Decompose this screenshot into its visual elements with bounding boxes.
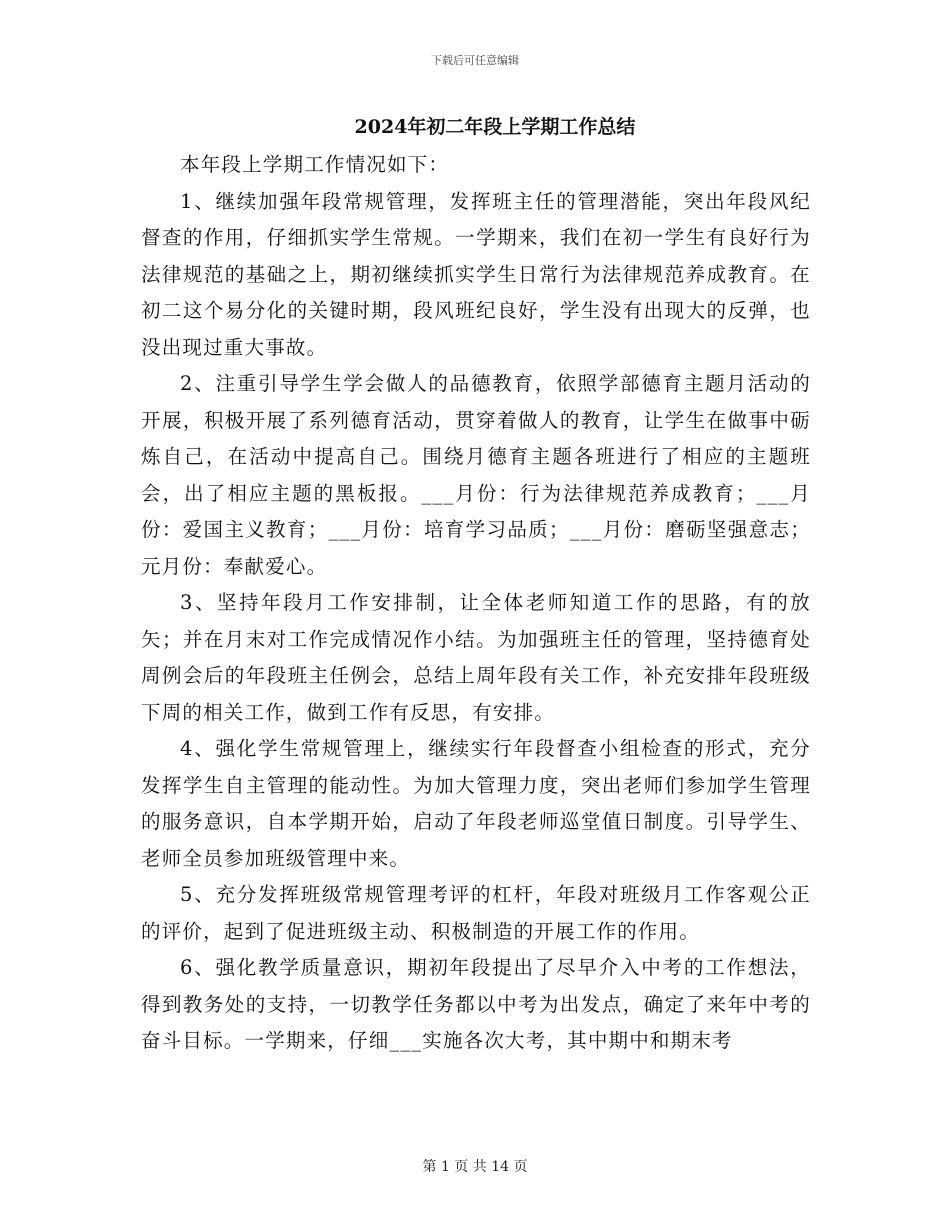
document-body [141,147,811,1060]
paragraph-intro: 本年段上学期工作情况如下： [180,153,450,176]
paragraph-item-3: 3、坚持年段月工作安排制，让全体老师知道工作的思路，有的放矢；并在月末对工作完成情况作小结。为加强班主任的管理，坚持德育处周例会后的年段班主任例会，总结上周年段有关工作，补充安排年段班级下周的相关工作，做到工作有反思，有安排。 [141,591,811,724]
paragraph-item-1: 1、继续加强年段常规管理，发挥班主任的管理潜能，突出年段风纪督查的作用，仔细抓实学生常规。一学期来，我们在初一学生有良好行为法律规范的基础之上，期初继续抓实学生日常行为法律规范养成教育。在初二这个易分化的关键时期，段风班纪良好，学生没有出现大的反弹，也没出现过重大事故。 [141,189,811,359]
paragraph-item-6: 6、强化教学质量意识，期初年段提出了尽早介入中考的工作想法，得到教务处的支持，一切教学任务都以中考为出发点，确定了来年中考的奋斗目标。一学期来，仔细___实施各次大考，其中期中和期末考 [141,956,811,1052]
paragraph-item-5: 5、充分发挥班级常规管理考评的杠杆，年段对班级月工作客观公正的评价，起到了促进班级主动、积极制造的开展工作的作用。 [141,883,811,943]
page-header-note: 下载后可任意编辑 [431,54,519,67]
page-number-footer: 第 1 页 共 14 页 [422,1159,528,1175]
paragraph-item-2: 2、注重引导学生学会做人的品德教育，依照学部德育主题月活动的开展，积极开展了系列德育活动，贯穿着做人的教育，让学生在做事中砺炼自己，在活动中提高自己。围绕月德育主题各班进行了相应的主题班会，出了相应主题的黑板报。___月份：行为法律规范养成教育；___月份：爱国主义教育；___月份：培育学习品质；___月份：磨砺坚强意志；元月份：奉献爱心。 [141,372,811,578]
paragraph-item-4: 4、强化学生常规管理上，继续实行年段督查小组检查的形式，充分发挥学生自主管理的能动性。为加大管理力度，突出老师们参加学生管理的服务意识，自本学期开始，启动了年段老师巡堂值日制度。引导学生、老师全员参加班级管理中来。 [141,737,811,870]
document-title: 2024年初二年段上学期工作总结 [354,116,636,138]
